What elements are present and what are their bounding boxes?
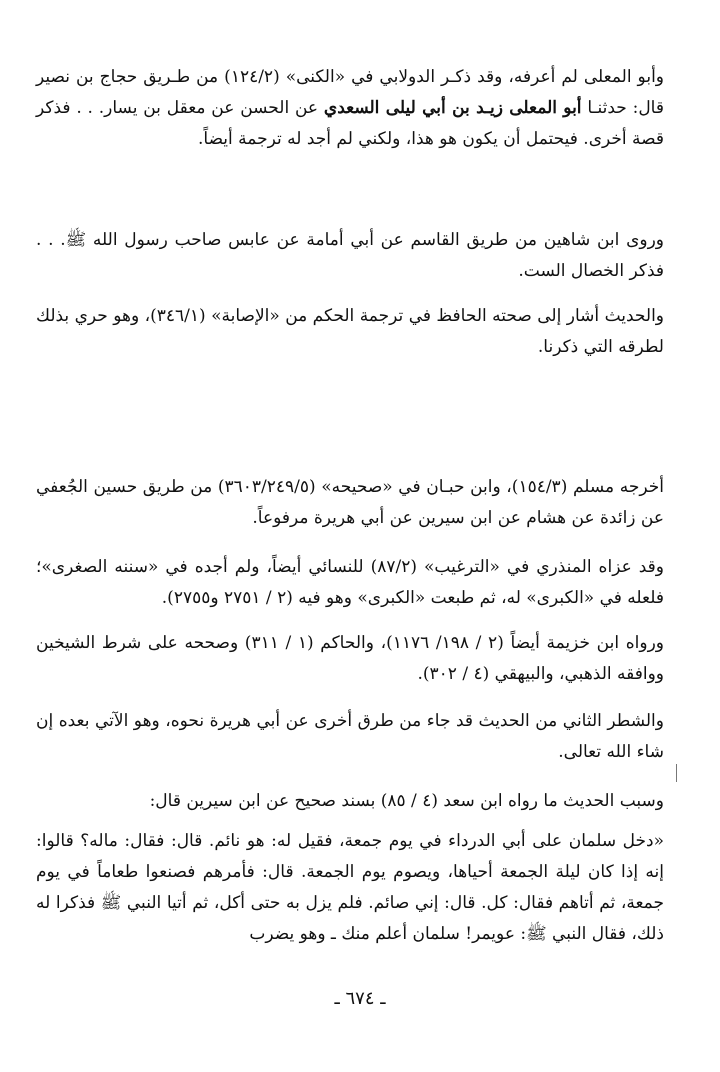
paragraph-salman-story: «دخل سلمان على أبي الدرداء في يوم جمعة، فقيل له: هو نائم. قال: فقال: ماله؟ قالوا: إنه إذا كان ليلة الجمعة أحياها، ويصوم يوم الجمعة. قال: فأمرهم فصنعوا طعاماً في يوم جمعة، ثم أتاهم فقال: كل. قال: إني صائم. فلم يزل به حتى أكل، ثم أتيا النبي ﷺ فذكرا له ذلك، فقال النبي ﷺ: عويمر! سلمان أعلم منك ـ وهو يضرب bbox=[36, 831, 664, 944]
margin-mark bbox=[676, 764, 677, 782]
paragraph-ibn-khuzaymah: ورواه ابن خزيمة أيضاً (٢ / ١٩٨/ ١١٧٦)، والحاكم (١ / ٣١١) وصححه على شرط الشيخين ووافقه الذهبي، والبيهقي (٤ / ٣٠٢). bbox=[36, 633, 664, 684]
paragraph-reason: وسبب الحديث ما رواه ابن سعد (٤ / ٨٥) بسند صحيح عن ابن سيرين قال: bbox=[149, 791, 664, 811]
paragraph-ibn-shahin: وروى ابن شاهين من طريق القاسم عن أبي أمامة عن عابس صاحب رسول الله ﷺ. . . فذكر الخصال الست. bbox=[36, 230, 664, 281]
paragraph-mundhiri: وقد عزاه المنذري في «الترغيب» (٨٧/٢) للنسائي أيضاً، ولم أجده في «سننه الصغرى»؛ فلعله في «الكبرى» له، ثم طبعت «الكبرى» وهو فيه (٢ / ٢٧٥١ و٢٧٥٥). bbox=[36, 557, 664, 608]
narrator-name: أبو المعلى زيـد بن أبي ليلى السعدي bbox=[323, 98, 582, 118]
paragraph-takhrij: أخرجه مسلم (١٥٤/٣)، وابن حبـان في «صحيحه» (٣٦٠٣/٢٤٩/٥) من طريق حسين الجُعفي عن زائدة عن هشام عن ابن سيرين عن أبي هريرة مرفوعاً. bbox=[36, 477, 664, 528]
paragraph-text: عن الحسن عن معقل بن يسار. . . فذكر قصة أخرى. فيحتمل أن يكون هو هذا، ولكني لم أجد له ترجمة أيضاً. bbox=[36, 98, 664, 149]
paragraph-narrator-note bbox=[36, 62, 664, 155]
page-number: ـ ٦٧٤ ـ bbox=[334, 988, 386, 1009]
paragraph-isaba: والحديث أشار إلى صحته الحافظ في ترجمة الحكم من «الإصابة» (٣٤٦/١)، وهو حري بذلك لطرقه التي ذكرنا. bbox=[36, 306, 664, 357]
paragraph-second-part: والشطر الثاني من الحديث قد جاء من طرق أخرى عن أبي هريرة نحوه، وهو الآتي بعده إن شاء الله تعالى. bbox=[36, 711, 664, 762]
paragraph-text: وأبو المعلى لم أعرفه، وقد ذكـر الدولابي في «الكنى» (١٢٤/٢) من طـريق حجاج بن نصير قال: حدثنـا bbox=[36, 67, 665, 118]
